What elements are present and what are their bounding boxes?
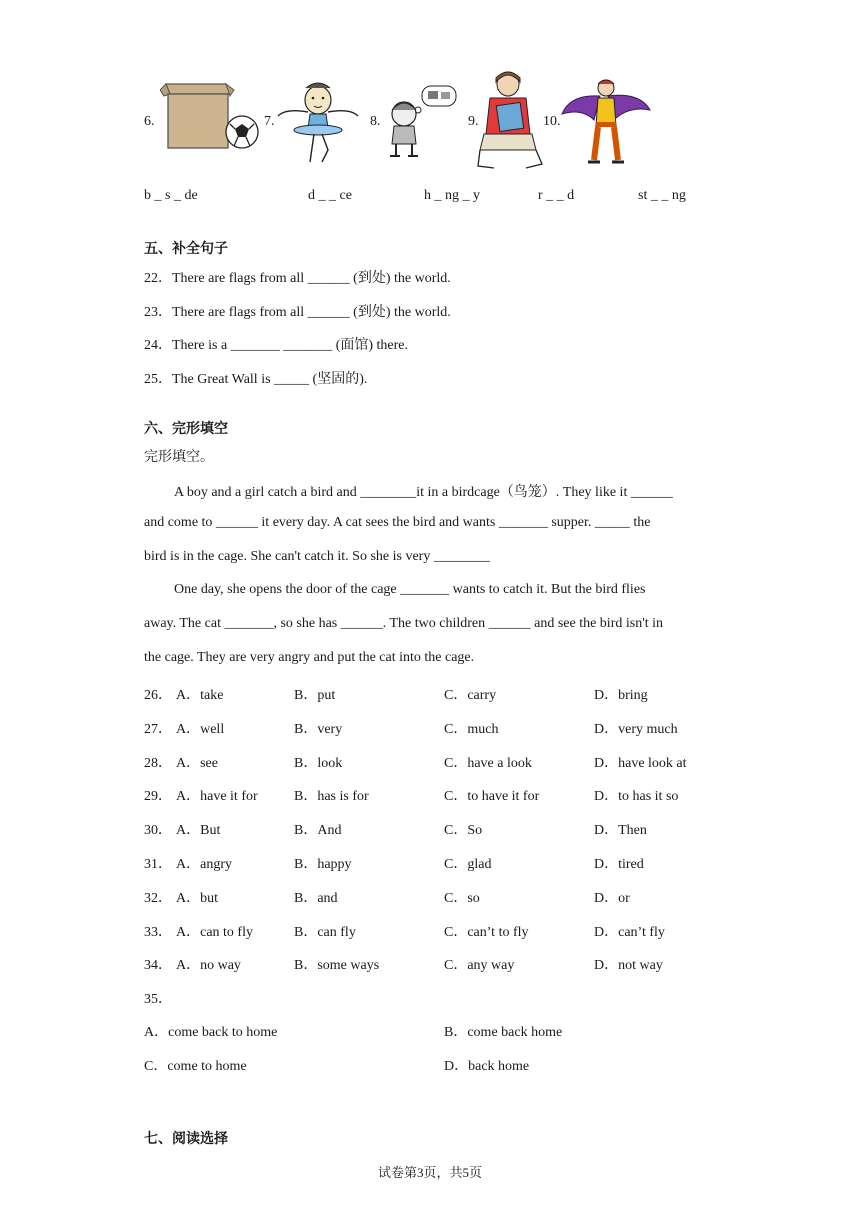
option-c: C．can’t to fly [444, 924, 529, 940]
hungry-boy-picture [384, 84, 460, 160]
option-c: C．glad [444, 857, 492, 872]
word-blank-9: r _ _ d [538, 188, 575, 203]
option-b: B．can fly [294, 924, 356, 940]
picture-number-8: 8. [370, 114, 381, 129]
option-d: D．or [594, 890, 630, 906]
passage-line: A boy and a girl catch a bird and ________it in a birdcage（鸟笼）. They like it ______ [174, 485, 673, 500]
question-number: 35． [144, 992, 172, 1007]
option-c: C．carry [444, 688, 497, 703]
question-number: 27． [144, 721, 172, 737]
word-blank-8: h _ ng _ y [424, 188, 480, 203]
picture-number-6: 6. [144, 114, 155, 129]
sentence-24: 24．There is a _______ _______ (面馆) there. [144, 338, 408, 353]
question-number: 33． [144, 924, 172, 940]
question-number: 30． [144, 823, 172, 839]
box-and-ball-picture [160, 80, 260, 152]
sentence-22: 22．There are flags from all ______ (到处) the world. [144, 271, 451, 286]
option-a: A．take [176, 688, 224, 703]
option-c: C．much [444, 721, 499, 737]
picture-number-7: 7. [264, 114, 275, 129]
section-6-title: 六、完形填空 [144, 422, 228, 437]
page-footer: 试卷第3页，共5页 [377, 1165, 482, 1180]
option-d: D．very much [594, 721, 678, 737]
option-a: A．come back to home [144, 1025, 278, 1040]
question-number: 34． [144, 958, 172, 974]
option-b: B．happy [294, 857, 352, 872]
option-d: D．back home [444, 1059, 530, 1074]
option-a: A．have it for [176, 789, 258, 805]
option-c: C．to have it for [444, 789, 540, 805]
option-d: D．to has it so [594, 789, 679, 805]
passage-line: away. The cat _______, so she has ______. The two children ______ and see the bird isn't in [144, 616, 663, 631]
option-b: B．look [294, 755, 343, 771]
option-b: B．some ways [294, 958, 380, 974]
option-c: C．so [444, 890, 480, 906]
question-number: 32． [144, 890, 172, 906]
option-a: A．But [176, 823, 221, 839]
option-b: B．put [294, 688, 336, 703]
question-number: 31． [144, 857, 172, 872]
section-5-title: 五、补全句子 [144, 242, 228, 257]
option-c: C．come to home [144, 1059, 247, 1074]
option-d: D．can’t fly [594, 924, 665, 940]
option-b: B．has is for [294, 789, 369, 805]
question-number: 29． [144, 789, 172, 805]
reading-boy-picture [476, 70, 546, 172]
question-number: 26． [144, 688, 172, 703]
passage-line: bird is in the cage. She can't catch it. So she is very ________ [144, 549, 490, 564]
option-a: A．angry [176, 857, 232, 872]
picture-number-9: 9. [468, 114, 479, 129]
word-blank-7: d _ _ ce [308, 188, 352, 203]
option-d: D．not way [594, 958, 663, 974]
section-6-subtitle: 完形填空。 [144, 450, 214, 465]
sentence-23: 23．There are flags from all ______ (到处) the world. [144, 305, 451, 320]
option-c: C．So [444, 823, 483, 839]
word-blank-6: b _ s _ de [144, 188, 198, 203]
option-c: C．have a look [444, 755, 532, 771]
option-d: D．have look at [594, 755, 687, 771]
word-blank-10: st _ _ ng [638, 188, 686, 203]
section-7-title: 七、阅读选择 [144, 1132, 228, 1147]
ballet-dancer-picture [276, 78, 360, 164]
option-d: D．tired [594, 857, 644, 872]
option-d: D．bring [594, 688, 648, 703]
option-d: D．Then [594, 823, 647, 839]
option-a: A．no way [176, 958, 241, 974]
superhero-picture [560, 74, 652, 164]
passage-line: the cage. They are very angry and put the cat into the cage. [144, 650, 475, 665]
passage-line: One day, she opens the door of the cage _______ wants to catch it. But the bird flies [174, 582, 646, 597]
question-number: 28． [144, 755, 172, 771]
option-a: A．can to fly [176, 924, 253, 940]
picture-number-10: 10. [543, 114, 561, 129]
option-a: A．but [176, 890, 218, 906]
option-b: B．and [294, 890, 338, 906]
option-c: C．any way [444, 958, 515, 974]
passage-line: and come to ______ it every day. A cat sees the bird and wants _______ supper. _____ the [144, 515, 651, 530]
sentence-25: 25．The Great Wall is _____ (坚固的). [144, 372, 368, 387]
option-b: B．very [294, 721, 343, 737]
option-a: A．see [176, 755, 218, 771]
option-a: A．well [176, 721, 225, 737]
option-b: B．come back home [444, 1025, 563, 1040]
option-b: B．And [294, 823, 342, 839]
